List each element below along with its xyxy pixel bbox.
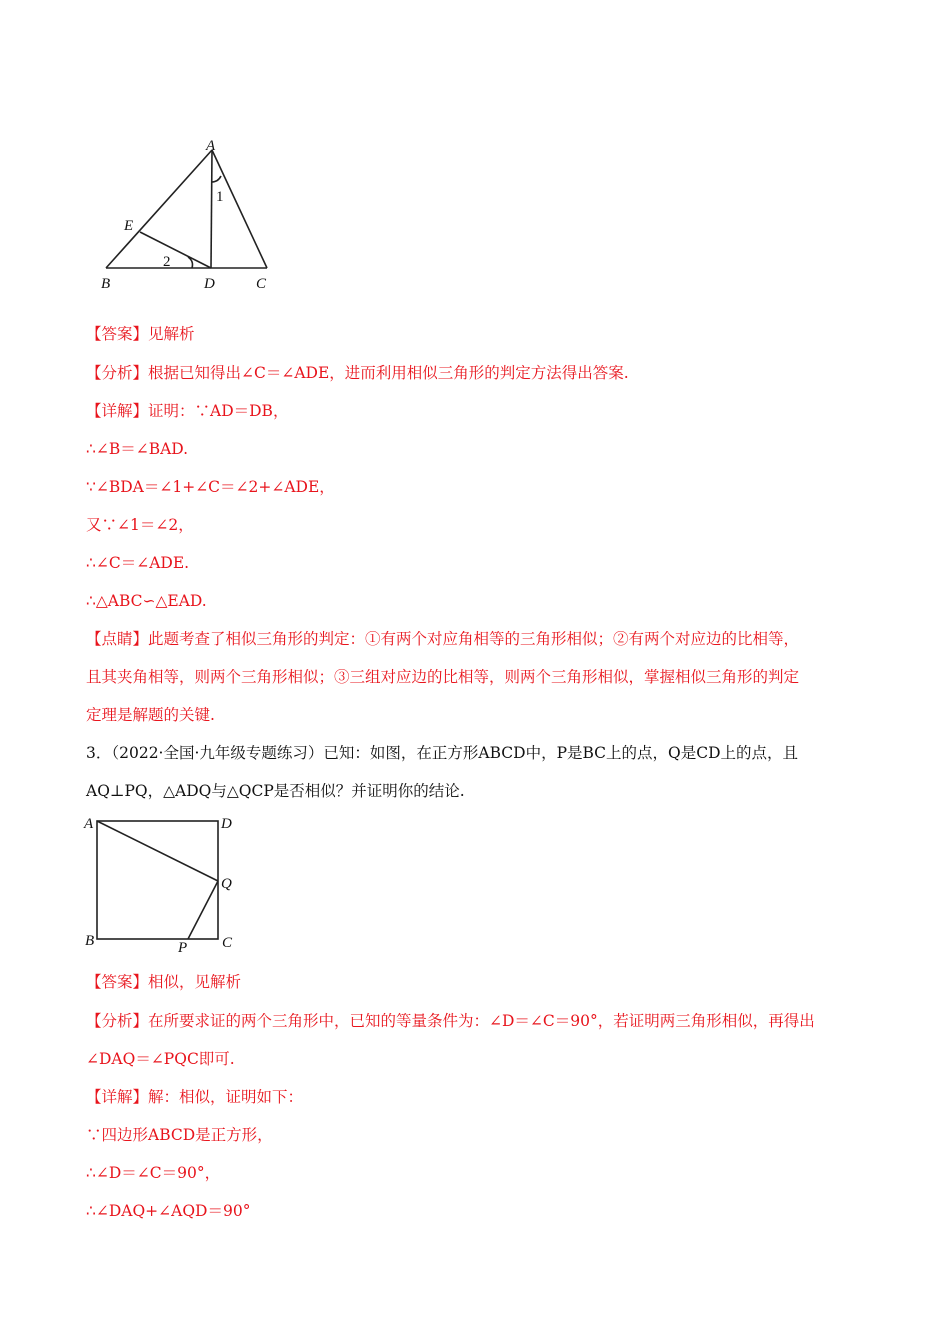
label-c: C [222,935,233,951]
q2-step-3: 又∵∠1＝∠2， [86,516,194,534]
q2-step-5: ∴△ABC∽△EAD. [86,592,207,610]
segment-ab [106,150,212,268]
label-c: C [256,276,267,292]
label-a: A [206,138,216,154]
q2-step-4: ∴∠C＝∠ADE. [86,554,190,572]
q3-detail: 【详解】解：相似，证明如下： [86,1088,304,1106]
q3-step-2: ∴∠D＝∠C＝90°， [86,1164,221,1182]
q3-analysis-line-2: ∠DAQ＝∠PQC即可. [86,1050,235,1068]
segment-qp [188,881,218,939]
segment-ed [140,232,211,268]
segment-ac [212,150,267,268]
q2-detail: 【详解】证明：∵AD＝DB， [86,402,289,420]
label-d: D [221,816,232,832]
label-d: D [204,276,215,292]
q2-analysis: 【分析】根据已知得出∠C＝∠ADE，进而利用相似三角形的判定方法得出答案. [86,364,629,382]
q3-stem-line-1: 3．（2022·全国·九年级专题练习）已知：如图，在正方形ABCD中，P是BC上的点，Q是CD上的点，且 [86,744,799,762]
label-b: B [85,933,95,949]
q2-comment-line-3: 定理是解题的关键. [86,706,215,724]
label-angle-1: 1 [216,189,224,205]
q3-analysis-line-1: 【分析】在所要求证的两个三角形中，已知的等量条件为：∠D＝∠C＝90°，若证明两三角形相似，再得出 [86,1012,815,1030]
label-e: E [124,218,134,234]
label-p: P [178,940,188,955]
label-b: B [101,276,111,292]
label-angle-2: 2 [163,254,171,270]
q3-stem-line-2: AQ⊥PQ，△ADQ与△QCP是否相似？并证明你的结论. [86,782,465,800]
q2-comment-line-2: 且其夹角相等，则两个三角形相似；③三组对应边的比相等，则两个三角形相似，掌握相似三角形的判定 [86,668,800,686]
q2-step-2: ∵∠BDA＝∠1+∠C＝∠2+∠ADE， [86,478,335,496]
q2-comment-line-1: 【点睛】此题考查了相似三角形的判定：①有两个对应角相等的三角形相似；②有两个对应边的比相等， [86,630,800,648]
q3-step-1: ∵四边形ABCD是正方形， [86,1126,273,1144]
angle-1-arc [212,176,222,182]
q3-step-3: ∴∠DAQ+∠AQD＝90° [86,1202,251,1220]
segment-ad [211,150,212,268]
label-a: A [84,816,94,832]
triangle-figure [96,138,296,298]
q2-step-1: ∴∠B＝∠BAD. [86,440,189,458]
label-q: Q [221,876,232,892]
segment-aq [97,821,218,881]
q2-answer: 【答案】见解析 [86,325,195,343]
square-figure [82,810,252,955]
q3-answer: 【答案】相似，见解析 [86,973,242,991]
square-abcd [97,821,218,939]
